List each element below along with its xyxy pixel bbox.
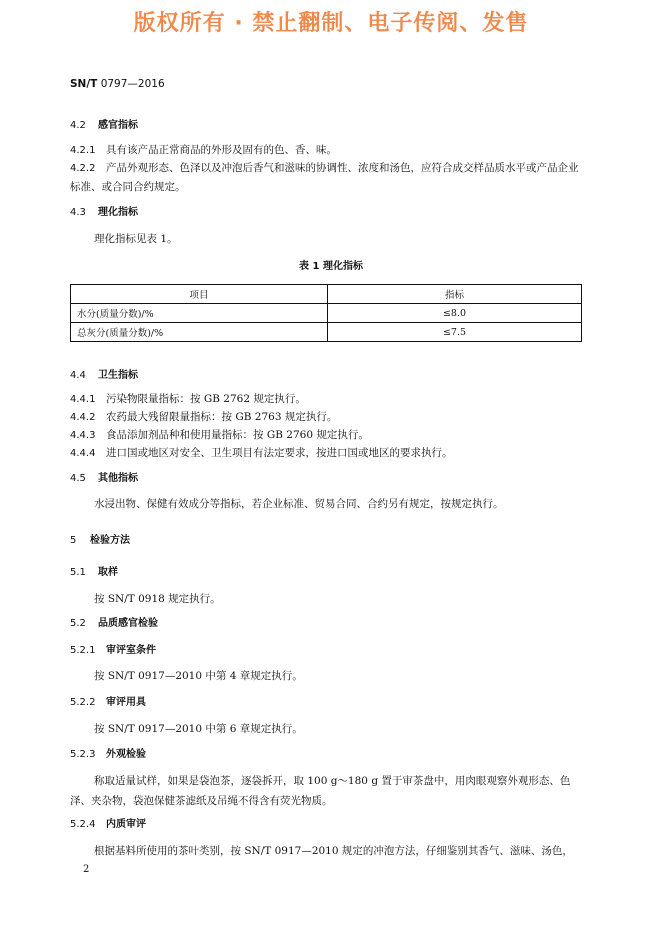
section-5-2-1 [70,642,582,659]
copyright-watermark: 版权所有 · 禁止翻制、电子传阅、发售 [133,11,529,36]
section-heading: 4.5 其他指标 [70,473,138,484]
table-caption: 表 1 理化指标 [299,261,363,272]
section-5-2-4-text: 根据基料所使用的茶叶类别，按 SN/T 0917—2010 规定的冲泡方法，仔细鉴别其香气、滋味、汤色， [94,845,573,857]
section-5 [70,532,582,549]
section-4-3 [70,204,582,221]
clause-4-2-2: 4.2.2 产品外观形态、色泽以及冲泡后香气和滋味的协调性、浓度和汤色，应符合成交样品质水平或产品企业标准、或合同合约规定。 [70,162,579,193]
section-5-2-3-text: 称取适量试样，如果是袋泡茶，逐袋拆开，取 100 g～180 g 置于审茶盘中，用肉眼观察外观形态、色泽、夹杂物，袋泡保健茶滤纸及吊绳不得含有荧光物质。 [70,775,571,807]
section-5-2-1-text: 按 SN/T 0917—2010 中第 4 章规定执行。 [94,670,303,682]
section-4-3-intro: 理化指标见表 1。 [94,233,178,245]
clause-4-4-4: 4.4.4 进口国或地区对安全、卫生项目有法定要求，按进口国或地区的要求执行。 [70,447,453,459]
page-number: 2 [83,864,90,875]
section-5-2 [70,615,582,632]
column-header-item: 项目 [71,285,328,304]
section-heading: 4.3 理化指标 [70,207,138,218]
section-5-1-text: 按 SN/T 0918 规定执行。 [94,593,221,605]
section-4-2 [70,117,582,134]
clause-4-4-3: 4.4.3 食品添加剂品种和使用量指标：按 GB 2760 规定执行。 [70,429,369,441]
table-cell: ≤7.5 [328,323,582,342]
section-4-5 [70,470,582,487]
section-heading: 4.4 卫生指标 [70,370,138,381]
standard-number [70,78,165,90]
section-heading: 5.1 取样 [70,567,118,578]
clause-4-2-1: 4.2.1 具有该产品正常商品的外形及固有的色、香、味。 [70,144,337,156]
table-row [71,304,582,323]
table-cell: 水分(质量分数)/% [71,304,328,323]
section-5-2-2-text: 按 SN/T 0917—2010 中第 6 章规定执行。 [94,723,303,735]
clause-4-4-1: 4.4.1 污染物限量指标：按 GB 2762 规定执行。 [70,393,306,405]
table-cell: ≤8.0 [328,304,582,323]
section-heading: 5.2.4 内质审评 [70,819,146,830]
table-cell: 总灰分(质量分数)/% [71,323,328,342]
section-heading: 5.2.2 审评用具 [70,697,146,708]
clause-4-4-2: 4.4.2 农药最大残留限量指标：按 GB 2763 规定执行。 [70,411,338,423]
section-heading: 5.2 品质感官检验 [70,618,158,629]
section-4-4 [70,367,582,384]
section-5-2-4 [70,816,582,833]
physicochemical-table [70,284,582,342]
standard-year: 0797—2016 [97,78,165,90]
section-5-2-2 [70,694,582,711]
section-heading: 5.2.3 外观检验 [70,749,146,760]
section-heading: 5.2.1 审评室条件 [70,645,156,656]
table-header-row [71,285,582,304]
standard-code: SN/T [70,78,98,90]
section-5-1 [70,564,582,581]
section-heading: 4.2 感官指标 [70,120,138,131]
section-5-2-3 [70,746,582,763]
column-header-index: 指标 [328,285,582,304]
table-row [71,323,582,342]
section-4-5-text: 水浸出物、保健有效成分等指标，若企业标准、贸易合同、合约另有规定，按规定执行。 [94,498,504,510]
section-heading: 5 检验方法 [70,535,130,546]
